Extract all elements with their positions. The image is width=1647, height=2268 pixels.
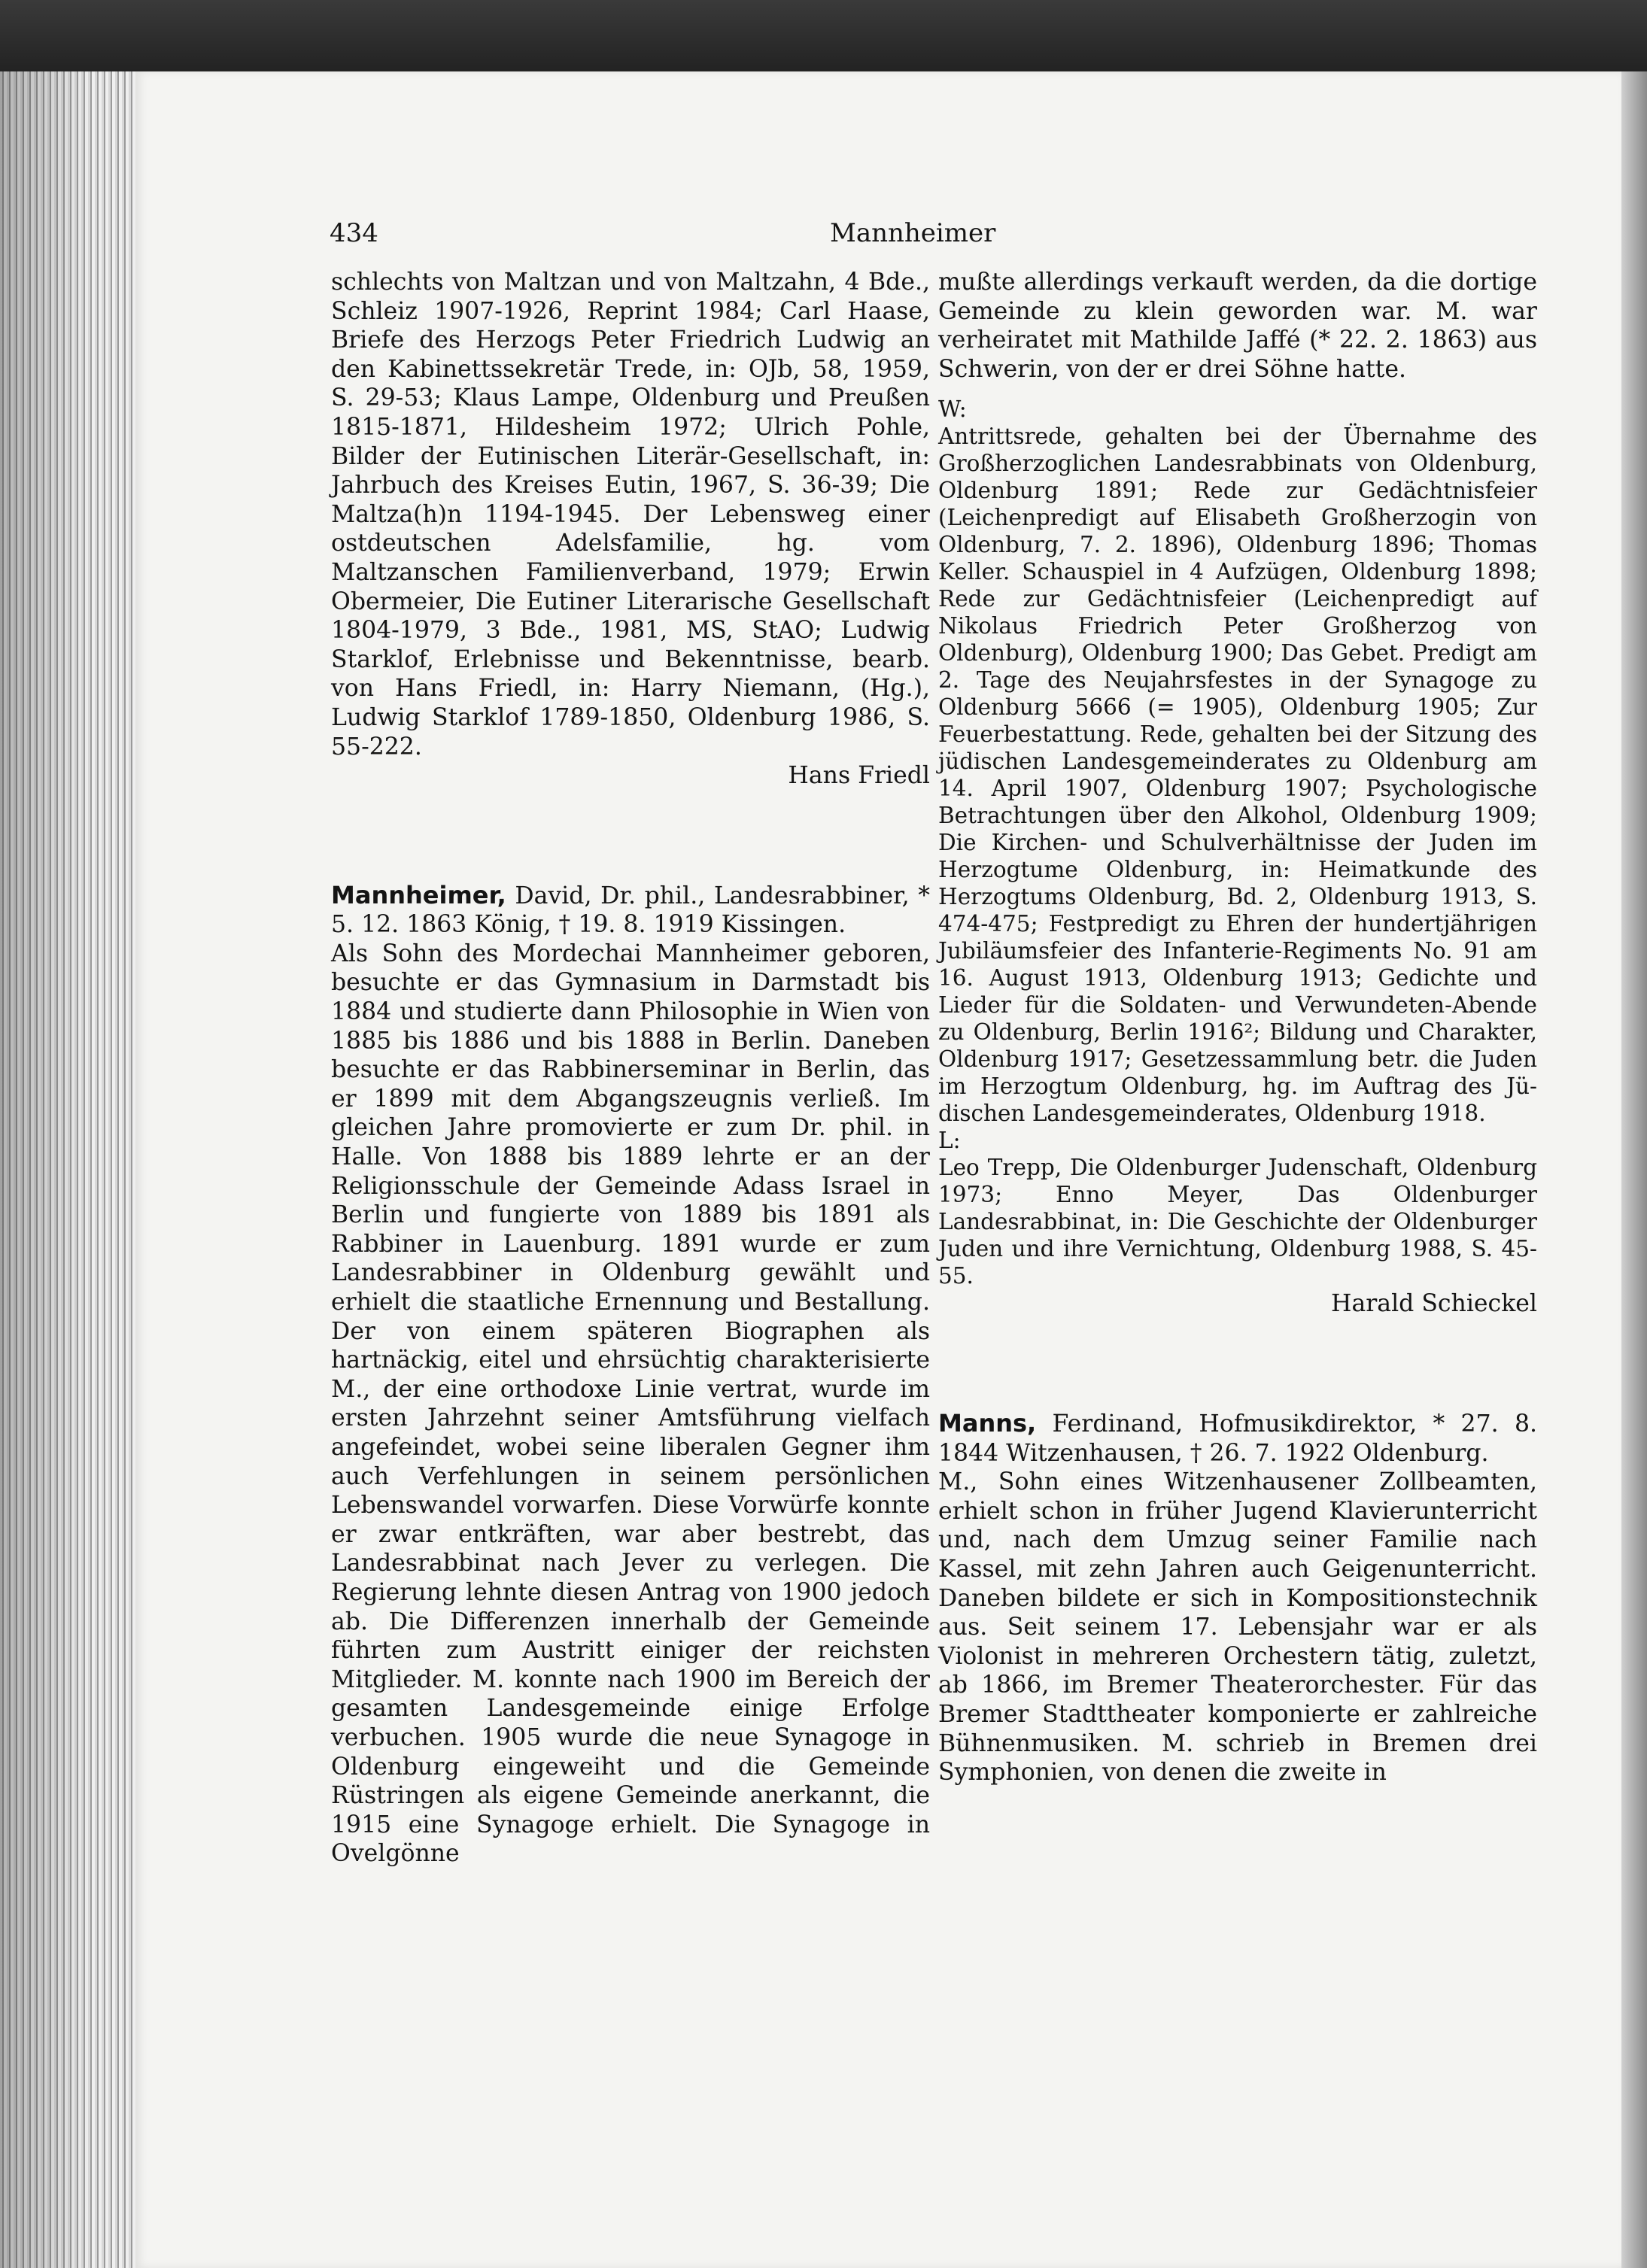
bibliography-continuation: schlechts von Maltzan und von Maltzahn, 4 Bde., Schleiz 1907-1926, Reprint 1984; Carl Haase, Briefe des Herzogs Peter Friedrich Ludwig an den Kabinettssekretär Trede, in: OJb, 58, 1959, S. 29-53; Klaus Lampe, Oldenburg und Preußen 1815-1871, Hildesheim 1972; Ulrich Pohle, Bilder der Eutinischen Literär-Gesellschaft, in: Jahrbuch des Kreises Eutin, 1967, S. 36-39; Die Maltza(h)n 1194-1945. Der Lebensweg einer ostdeutschen Adelsfamilie, hg. vom Maltzanschen Familienverband, 1979; Erwin Obermeier, Die Eutiner Literarische Gesellschaft 1804-1979, 3 Bde., 1981, MS, StAO; Ludwig Starklof, Erlebnisse und Bekenntnisse, bearb. von Hans Friedl, in: Harry Niemann, (Hg.), Ludwig Starklof 1789-1850, Oldenburg 1986, S. 55-222.: [331, 269, 930, 761]
entry-body-manns: M., Sohn eines Witzenhausener Zollbeamten, erhielt schon in früher Jugend Klavierunterricht und, nach dem Umzug seiner Familie nach Kassel, mit zehn Jahren auch Geigenunterricht. Daneben bildete er sich in Kompositionstechnik aus. Seit seinem 17. Lebensjahr war er als Violonist in mehreren Orchestern tätig, zuletzt, ab 1866, im Bremer Theaterorchester. Für das Bremer Stadttheater komponierte er zahlreiche Bühnenmusiken. M. schrieb in Bremen drei Symphonien, von denen die zweite in: [938, 1468, 1537, 1787]
works-text: Antrittsrede, gehalten bei der Übernahme des Großherzoglichen Landesrabbinats von Oldenburg, Oldenburg 1891; Rede zur Gedächtnisfeier (Leichenpredigt auf Elisabeth Großherzogin von Oldenburg, 7. 2. 1896), Oldenburg 1896; Thomas Keller. Schauspiel in 4 Aufzügen, Oldenburg 1898; Rede zur Gedächtnisfeier (Leichenpredigt auf Nikolaus Friedrich Peter Großherzog von Oldenburg), Oldenburg 1900; Das Gebet. Predigt am 2. Tage des Neujahrsfestes in der Synagoge zu Oldenburg 5666 (= 1905), Oldenburg 1905; Zur Feuerbestattung. Rede, gehalten bei der Sitzung des jüdischen Landesgemeinderates zu Oldenburg am 14. April 1907, Oldenburg 1907; Psychologische Betrachtungen über den Alkohol, Oldenburg 1909; Die Kirchen- und Schulverhältnisse der Juden im Herzogtume Oldenburg, in: Heimatkunde des Herzogtums Oldenburg, Bd. 2, Oldenburg 1913, S. 474-475; Festpredigt zu Ehren der hundertjährigen Jubiläumsfeier des Infanterie-Regiments No. 91 am 16. August 1913, Oldenburg 1913; Gedichte und Lieder für die Soldaten- und Verwundeten-Abende zu Oldenburg, Berlin 1916²; Bildung und Charakter, Oldenburg 1917; Gesetzessammlung betr. die Juden im Herzogtum Oldenburg, hg. im Auftrag des Jüdischen Landesgemeinderates, Oldenburg 1918.: [938, 424, 1537, 1127]
works-label: W:: [938, 396, 967, 423]
book-right-edge: [1621, 71, 1647, 2268]
entry-header-manns: [938, 1409, 1537, 1468]
entry-body-mannheimer: Als Sohn des Mordechai Mannheimer geboren, besuchte er das Gymnasium in Darmstadt bis 1884 und studierte dann Philosophie in Wien von 1885 bis 1886 und bis 1888 in Berlin. Daneben besuchte er das Rabbinerseminar in Berlin, das er 1899 mit dem Abgangszeugnis verließ. Im gleichen Jahre promovierte er zum Dr. phil. in Halle. Von 1888 bis 1889 lehrte er an der Religionsschule der Gemeinde Adass Israel in Berlin und fungierte von 1889 bis 1891 als Rabbiner in Lauenburg. 1891 wurde er zum Landesrabbiner in Oldenburg gewählt und erhielt die staatliche Ernennung und Bestallung. Der von einem späteren Biographen als hartnäckig, eitel und ehrsüchtig charakterisierte M., der eine orthodoxe Linie vertrat, wurde im ersten Jahrzehnt seiner Amtsführung vielfach angefeindet, wobei seine liberalen Gegner ihm auch Verfehlungen in seinem persönlichen Lebenswandel vorwarfen. Diese Vorwürfe konnte er zwar entkräften, war aber bestrebt, das Landesrabbinat nach Jever zu verlegen. Die Regierung lehnte diesen Antrag von 1900 jedoch ab. Die Differenzen innerhalb der Gemeinde führten zum Austritt einiger der reichsten Mitglieder. M. konnte nach 1900 im Bereich der gesamten Landesgemeinde einige Erfolge verbuchen. 1905 wurde die neue Synagoge in Oldenburg eingeweiht und die Gemeinde Rüstringen als eigene Gemeinde anerkannt, die 1915 eine Synagoge erhielt. Die Synagoge in Ovelgönne: [331, 940, 930, 1868]
scanner-background: [0, 0, 1647, 83]
entry-name: Mannheimer,: [331, 880, 506, 909]
spacer: [938, 384, 1537, 396]
entry-spacer: [938, 1319, 1537, 1409]
left-column: [331, 268, 930, 1869]
literature-text: Leo Trepp, Die Oldenburger Judenschaft, Oldenburg 1973; Enno Meyer, Das Oldenburger Landesrabbinat, in: Die Geschichte der Oldenburger Juden und ihre Vernichtung, Oldenburg 1988, S. 45-55.: [938, 1155, 1537, 1289]
author-signature: Hans Friedl: [788, 762, 930, 790]
running-title: Mannheimer: [830, 218, 996, 248]
right-column: [938, 268, 1537, 1787]
page-number: 434: [330, 218, 378, 248]
entry-header-mannheimer: [331, 881, 930, 940]
entry-spacer: [331, 791, 930, 881]
entry-header-details: David, Dr. phil., Landesrabbiner, * 5. 12. 1863 König, † 19. 8. 1919 Kissingen.: [331, 882, 930, 939]
author-signature: Harald Schieckel: [1330, 1290, 1537, 1318]
entry-name: Manns,: [938, 1408, 1037, 1438]
page-edges-shadow: [0, 71, 150, 2268]
entry-header-details: Ferdinand, Hofmusikdirektor, * 27. 8. 1844 Witzenhausen, † 26. 7. 1922 Oldenburg.: [938, 1410, 1537, 1467]
entry-body-continuation: mußte allerdings verkauft werden, da die dortige Gemeinde zu klein geworden war. M. war verheiratet mit Mathilde Jaffé (* 22. 2. 1863) aus Schwerin, von der er drei Söhne hatte.: [938, 269, 1537, 383]
page-header: [330, 214, 996, 252]
literature-label: L:: [938, 1128, 961, 1154]
